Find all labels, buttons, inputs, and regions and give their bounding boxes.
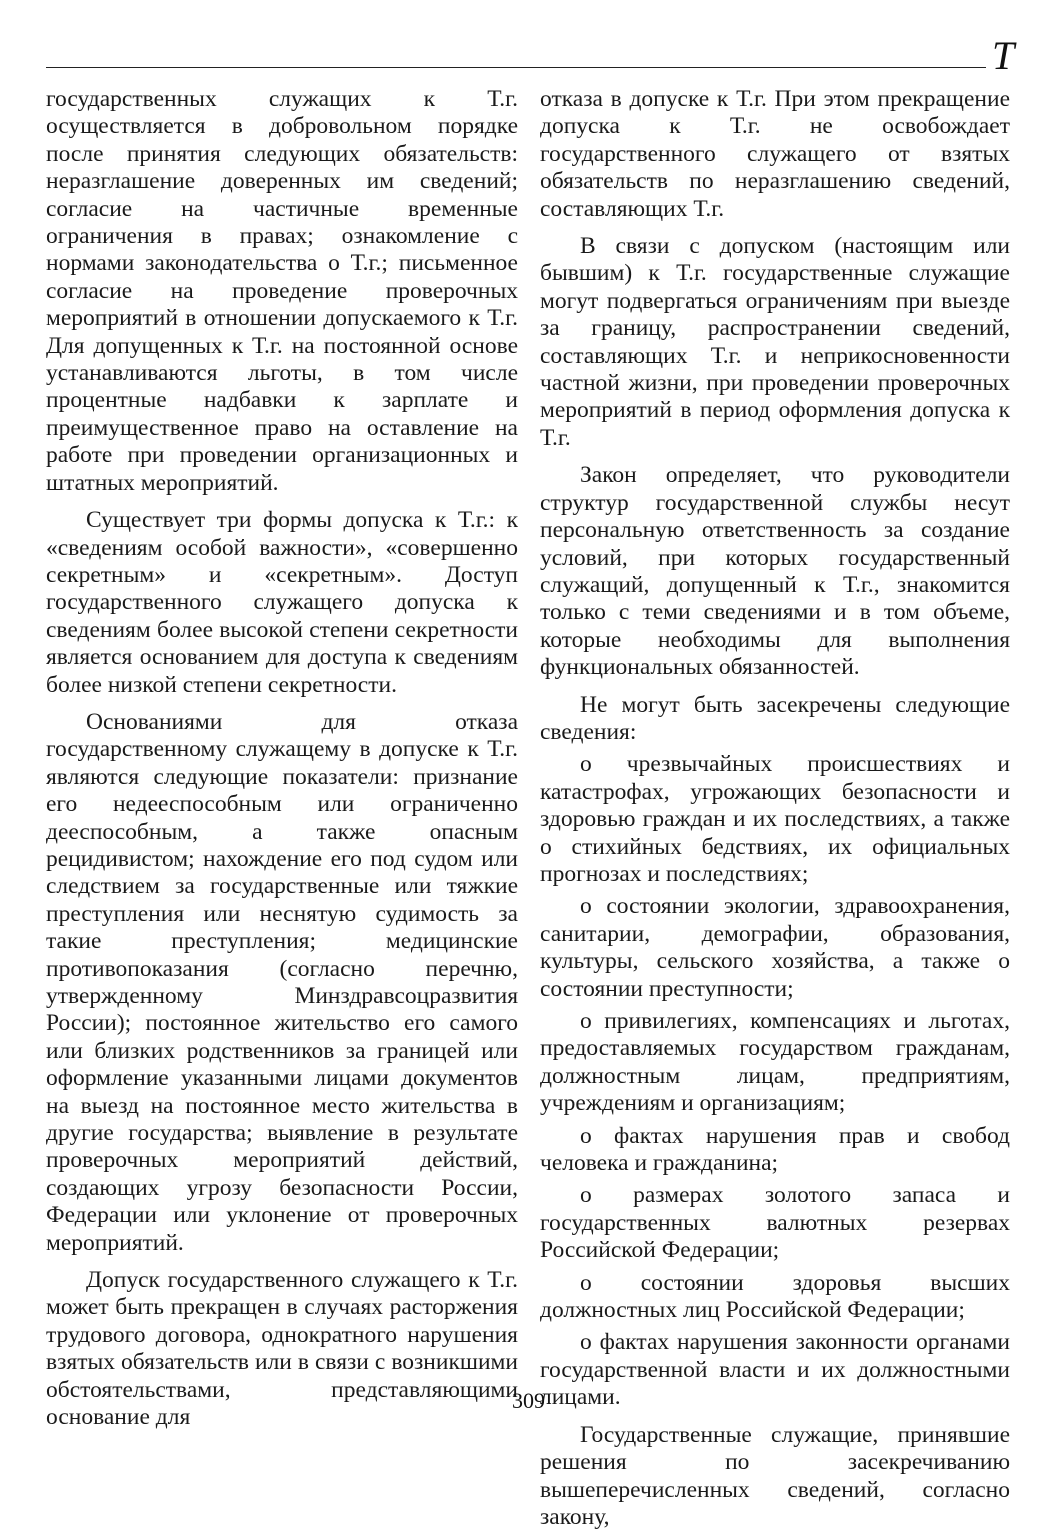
paragraph: Основаниями для отказа государственному служащему в допуске к Т.г. являются следующие показатели: признание его недееспособным или ограниченно дееспособным, а также опасным рецидивистом; нахождение его под судом или следствием за государственные или тяжкие преступления или неснятую судимость за такие преступления; медицинские противопоказания (согласно перечню, утвержденному Минздравсоцразвития России); постоянное жительство его самого или близких родственников за границей или оформление указанными лицами документов на выезд на постоянное место жительства в другие государства; выявление в результате проверочных мероприятий действий, создающих угрозу безопасности России, Федерации или уклонение от проверочных мероприятий. — [46, 708, 518, 1256]
header-rule — [46, 67, 986, 68]
list-item: о размерах золотого запаса и государственных валютных резервах Российской Федерации; — [540, 1182, 1010, 1264]
paragraph: Не могут быть засекречены следующие сведения: — [540, 691, 1010, 745]
list-item: о фактах нарушения законности органами государственной власти и их должностными лицами. — [540, 1329, 1010, 1411]
right-column — [540, 86, 1010, 1531]
paragraph: В связи с допуском (настоящим или бывшим) к Т.г. государственные служащие могут подвергаться ограничениям при выезде за границу, распространении сведений, составляющих Т.г. и неприкосновенности частной жизни, при проведении проверочных мероприятий в период оформления допуска к Т.г. — [540, 233, 1010, 451]
paragraph: Существует три формы допуска к Т.г.: к «сведениям особой важности», «совершенно секретным» и «секретным». Доступ государственного служащего допуска к сведениям более высокой степени секретности является основанием для доступа к сведениям более низкой степени секретности. — [46, 507, 518, 698]
list-item: о состоянии экологии, здравоохранения, санитарии, демографии, образования, культуры, сельского хозяйства, а также о состоянии преступности; — [540, 893, 1010, 1002]
list-item: о состоянии здоровья высших должностных лиц Российской Федерации; — [540, 1269, 1010, 1324]
paragraph: Допуск государственного служащего к Т.г. может быть прекращен в случаях расторжения трудового договора, однократного нарушения взятых обязательств или в связи с возникшими обстоятельствами, представляющими основание для — [46, 1267, 518, 1431]
paragraph: государственных служащих к Т.г. осуществляется в добровольном порядке после принятия следующих обязательств: неразглашение доверенных им сведений; согласие на частичные временные ограничения в правах; ознакомление с нормами законодательства о Т.г.; письменное согласие на проведение проверочных мероприятий в отношении допускаемого к Т.г. Для допущенных к Т.г. на постоянной основе устанавливаются льготы, в том числе процентные надбавки к зарплате и преимущественное право на оставление на работе при проведении организационных и штатных мероприятий. — [46, 86, 518, 496]
page-number: 309 — [512, 1388, 545, 1413]
list-item: о чрезвычайных происшествиях и катастрофах, угрожающих безопасности и здоровью граждан и их последствиях, а также о стихийных бедствиях, их официальных прогнозах и последствиях; — [540, 751, 1010, 887]
paragraph: Государственные служащие, принявшие решения по засекречиванию вышеперечисленных сведений, согласно закону, — [540, 1421, 1010, 1530]
paragraph: Закон определяет, что руководители структур государственной службы несут персональную ответственность за создание условий, при которых государственный служащий, допущенный к Т.г., знакомится только с теми сведениями и в том объеме, которые необходимы для выполнения функциональных обязанностей. — [540, 462, 1010, 681]
paragraph: отказа в допуске к Т.г. При этом прекращение допуска к Т.г. не освобождает государственного служащего от взятых обязательств по неразглашению сведений, составляющих Т.г. — [540, 86, 1010, 222]
list-item: о привилегиях, компенсациях и льготах, предоставляемых государством гражданам, должностным лицам, предприятиям, учреждениям и организациям; — [540, 1008, 1010, 1117]
list-item: о фактах нарушения прав и свобод человека и гражданина; — [540, 1122, 1010, 1177]
left-column — [46, 86, 518, 1432]
section-letter: Т — [992, 33, 1015, 78]
